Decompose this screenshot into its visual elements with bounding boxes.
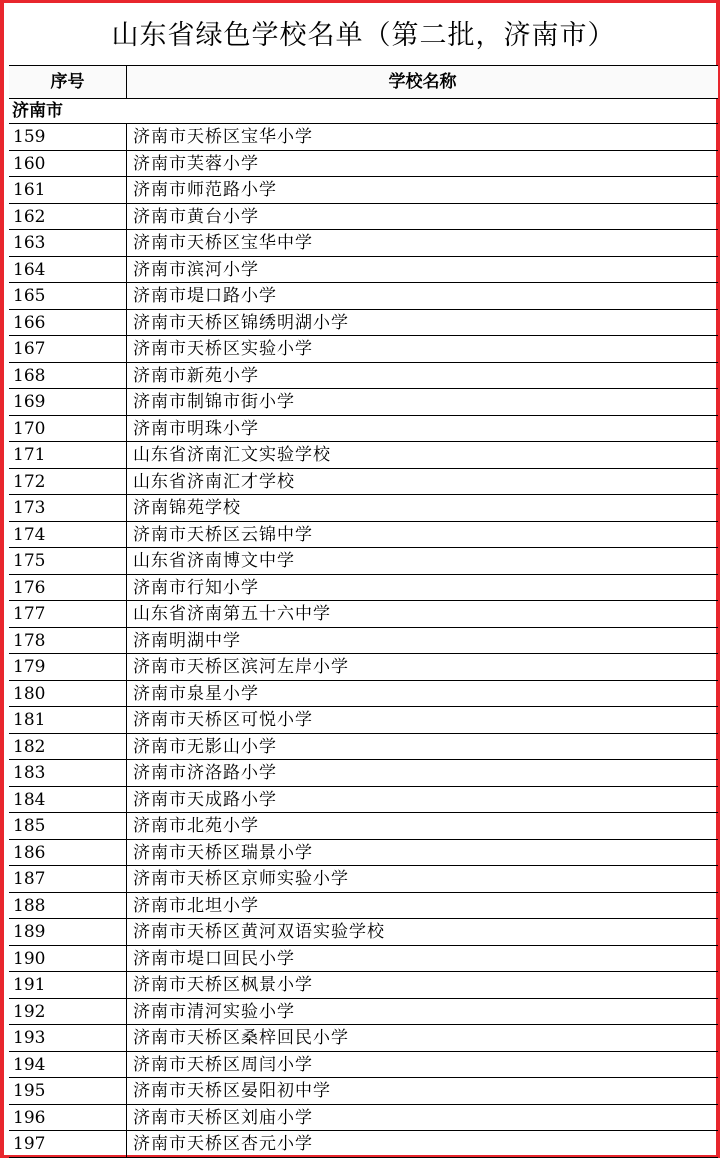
row-school-name: 济南市北苑小学 xyxy=(133,816,259,836)
row-number: 177 xyxy=(9,601,127,627)
table-row xyxy=(9,1078,718,1105)
table-header xyxy=(9,66,718,99)
row-number: 188 xyxy=(9,893,127,919)
table-row xyxy=(9,575,718,602)
row-number: 175 xyxy=(9,548,127,574)
row-school-name: 济南市天桥区枫景小学 xyxy=(133,975,313,995)
table-row xyxy=(9,336,718,363)
table-row xyxy=(9,813,718,840)
header-school-name: 学校名称 xyxy=(388,72,457,92)
table-row xyxy=(9,628,718,655)
row-school-name: 济南市天桥区刘庙小学 xyxy=(133,1107,313,1128)
table-row xyxy=(9,177,718,204)
row-number: 165 xyxy=(9,283,127,309)
table-row xyxy=(9,1052,718,1079)
row-number: 166 xyxy=(9,310,127,336)
row-school-name: 济南市天桥区可悦小学 xyxy=(133,710,313,730)
row-number: 185 xyxy=(9,813,127,839)
row-number: 162 xyxy=(9,204,127,230)
table-row xyxy=(9,469,718,496)
row-school-name: 济南市天桥区晏阳初中学 xyxy=(133,1081,331,1101)
table-row xyxy=(9,363,718,390)
row-number: 164 xyxy=(9,257,127,283)
row-number: 186 xyxy=(9,840,127,866)
row-number: 190 xyxy=(9,946,127,972)
table-row xyxy=(9,495,718,522)
row-number: 189 xyxy=(9,919,127,945)
row-number: 179 xyxy=(9,654,127,680)
row-number: 159 xyxy=(9,124,127,150)
table-row xyxy=(9,310,718,337)
row-school-name: 济南明湖中学 xyxy=(133,630,241,651)
table-row xyxy=(9,548,718,575)
row-number: 196 xyxy=(9,1105,127,1131)
row-school-name: 济南市济洛路小学 xyxy=(133,763,277,783)
table-row xyxy=(9,1025,718,1052)
table-row xyxy=(9,707,718,734)
row-number: 173 xyxy=(9,495,127,521)
row-number: 187 xyxy=(9,866,127,892)
table-row xyxy=(9,946,718,973)
row-number: 180 xyxy=(9,681,127,707)
table-row xyxy=(9,416,718,443)
row-number: 191 xyxy=(9,972,127,998)
row-school-name: 济南市天桥区黄河双语实验学校 xyxy=(133,922,385,942)
table-row xyxy=(9,999,718,1026)
row-school-name: 济南市师范路小学 xyxy=(133,180,277,200)
row-school-name: 济南市清河实验小学 xyxy=(133,1001,295,1022)
table-row xyxy=(9,919,718,946)
row-school-name: 济南市天桥区实验小学 xyxy=(133,339,313,359)
row-number: 168 xyxy=(9,363,127,389)
table-row xyxy=(9,124,718,151)
row-school-name: 山东省济南汇才学校 xyxy=(133,471,295,492)
table-row xyxy=(9,1131,718,1158)
row-school-name: 济南市堤口回民小学 xyxy=(133,948,295,969)
table-row xyxy=(9,760,718,787)
row-school-name: 济南市天桥区京师实验小学 xyxy=(133,869,349,889)
table-row xyxy=(9,1105,718,1132)
row-school-name: 济南市天桥区宝华小学 xyxy=(133,127,313,147)
row-number: 184 xyxy=(9,787,127,813)
row-school-name: 济南市堤口路小学 xyxy=(133,286,277,306)
row-school-name: 济南市黄台小学 xyxy=(133,206,259,227)
row-number: 161 xyxy=(9,177,127,203)
row-school-name: 山东省济南第五十六中学 xyxy=(133,604,331,624)
table-row xyxy=(9,787,718,814)
row-number: 160 xyxy=(9,151,127,177)
row-number: 182 xyxy=(9,734,127,760)
table-row xyxy=(9,866,718,893)
row-school-name: 济南市制锦市街小学 xyxy=(133,392,295,412)
table-row xyxy=(9,442,718,469)
row-school-name: 济南锦苑学校 xyxy=(133,498,241,518)
row-school-name: 济南市芙蓉小学 xyxy=(133,153,259,174)
row-number: 181 xyxy=(9,707,127,733)
table-row xyxy=(9,654,718,681)
row-school-name: 山东省济南汇文实验学校 xyxy=(133,445,331,465)
row-school-name: 济南市天桥区云锦中学 xyxy=(133,524,313,545)
row-school-name: 济南市泉星小学 xyxy=(133,683,259,704)
row-number: 193 xyxy=(9,1025,127,1051)
row-school-name: 济南市行知小学 xyxy=(133,577,259,598)
table-row xyxy=(9,893,718,920)
table-row xyxy=(9,840,718,867)
table-row xyxy=(9,151,718,178)
table-row xyxy=(9,681,718,708)
row-number: 194 xyxy=(9,1052,127,1078)
row-number: 167 xyxy=(9,336,127,362)
table-row xyxy=(9,257,718,284)
row-number: 195 xyxy=(9,1078,127,1104)
row-number: 178 xyxy=(9,628,127,654)
section-label: 济南市 xyxy=(9,99,718,124)
row-school-name: 济南市天成路小学 xyxy=(133,789,277,810)
row-school-name: 济南市天桥区杏元小学 xyxy=(133,1134,313,1154)
table-row xyxy=(9,734,718,761)
row-school-name: 济南市天桥区周闫小学 xyxy=(133,1054,313,1075)
table-row xyxy=(9,522,718,549)
row-school-name: 山东省济南博文中学 xyxy=(133,551,295,571)
row-number: 197 xyxy=(9,1131,127,1157)
row-number: 172 xyxy=(9,469,127,495)
table-row xyxy=(9,601,718,628)
row-number: 171 xyxy=(9,442,127,468)
row-school-name: 济南市天桥区桑梓回民小学 xyxy=(133,1028,349,1048)
header-number: 序号 xyxy=(9,66,127,98)
row-number: 183 xyxy=(9,760,127,786)
row-number: 163 xyxy=(9,230,127,256)
row-school-name: 济南市天桥区锦绣明湖小学 xyxy=(133,312,349,333)
row-school-name: 济南市明珠小学 xyxy=(133,418,259,439)
table-row xyxy=(9,972,718,999)
row-number: 174 xyxy=(9,522,127,548)
row-school-name: 济南市天桥区瑞景小学 xyxy=(133,842,313,863)
row-school-name: 济南市滨河小学 xyxy=(133,259,259,280)
row-number: 176 xyxy=(9,575,127,601)
table-row xyxy=(9,283,718,310)
row-number: 170 xyxy=(9,416,127,442)
row-school-name: 济南市无影山小学 xyxy=(133,736,277,757)
school-list-sheet xyxy=(9,7,718,1158)
row-school-name: 济南市新苑小学 xyxy=(133,365,259,386)
row-school-name: 济南市天桥区滨河左岸小学 xyxy=(133,657,349,677)
row-school-name: 济南市天桥区宝华中学 xyxy=(133,233,313,253)
row-school-name: 济南市北坦小学 xyxy=(133,895,259,916)
table-row xyxy=(9,389,718,416)
row-number: 169 xyxy=(9,389,127,415)
table-row xyxy=(9,230,718,257)
row-number: 192 xyxy=(9,999,127,1025)
table-body xyxy=(9,124,718,1158)
table-row xyxy=(9,204,718,231)
page-title: 山东省绿色学校名单（第二批，济南市） xyxy=(9,7,718,66)
